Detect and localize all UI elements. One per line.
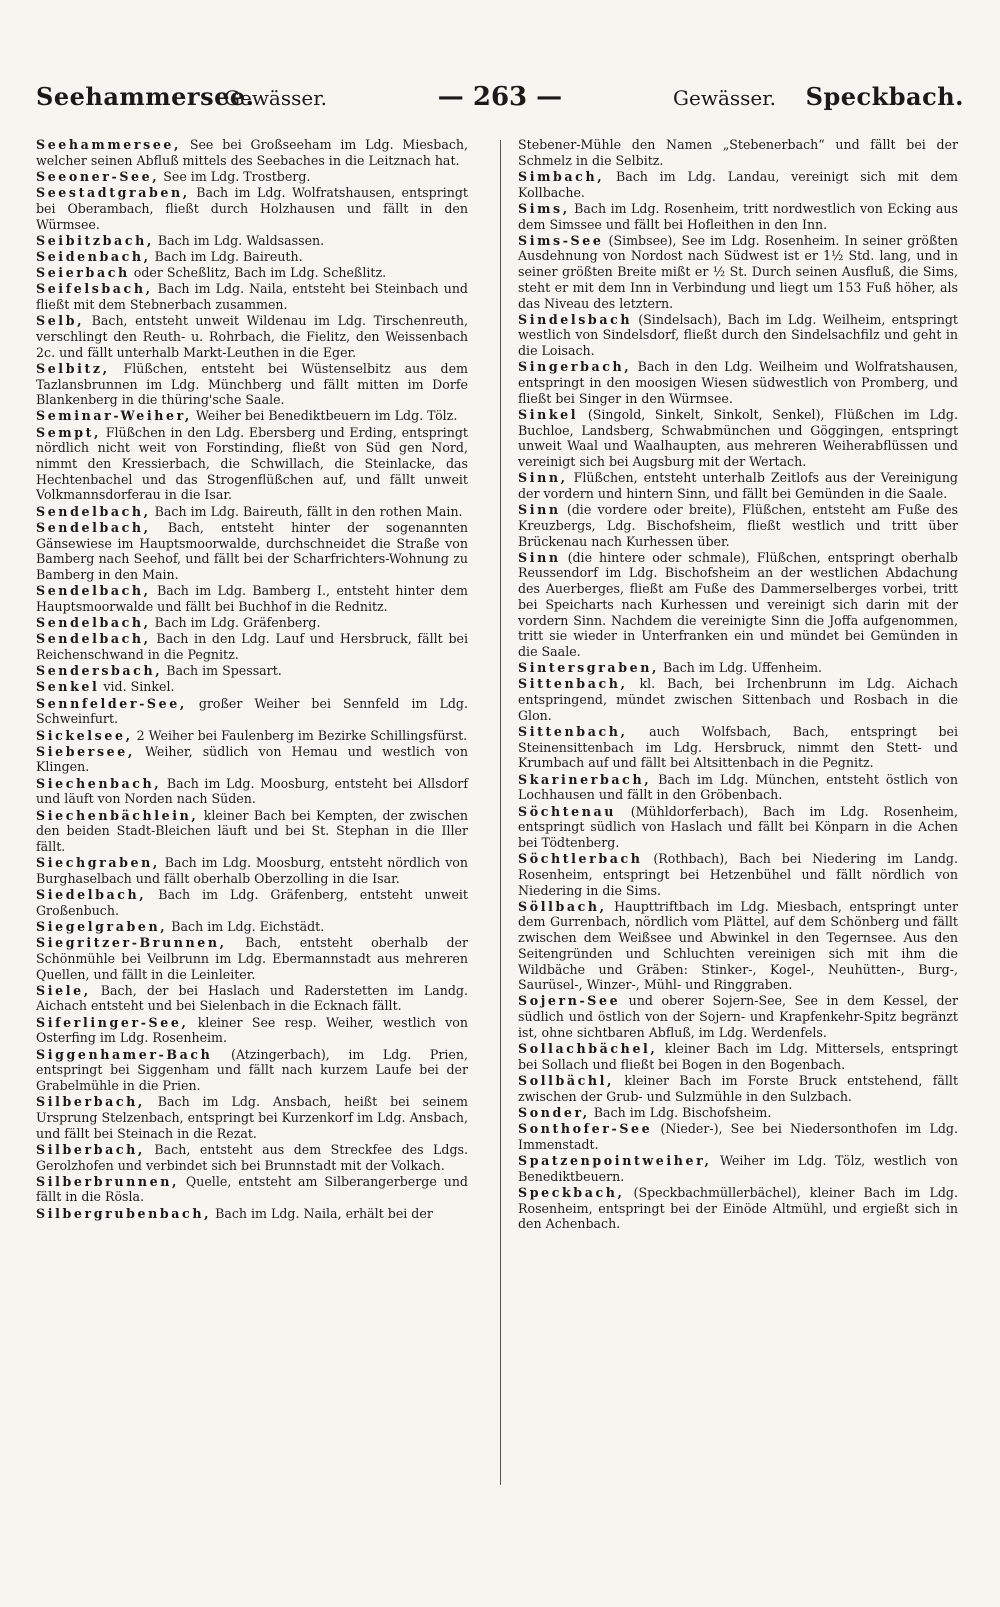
dictionary-entry	[518, 1041, 958, 1072]
dictionary-entry	[36, 313, 468, 360]
page-header	[36, 82, 964, 118]
entry-text: Bach im Ldg. Waldsassen.	[153, 232, 325, 248]
entry-headword: Sims,	[518, 200, 570, 216]
dictionary-entry	[36, 935, 468, 982]
entry-text: oder Scheßlitz, Bach im Ldg. Scheßlitz.	[129, 265, 387, 281]
dictionary-entry	[36, 185, 468, 232]
dictionary-entry	[518, 407, 958, 470]
entry-headword: Siebersee,	[36, 743, 135, 759]
entry-headword: Sendelbach,	[36, 615, 151, 631]
dictionary-entry	[36, 233, 468, 249]
dictionary-entry	[36, 728, 468, 744]
entry-headword: Sickelsee,	[36, 727, 133, 743]
entry-text: Bach, entsteht aus dem Streckfee des Ldgs. Gerolzhofen und verbindet sich bei Brunnstadt mit der Volkach.	[36, 1141, 468, 1173]
entry-text: Weiher im Ldg. Tölz, westlich von Benediktbeuern.	[518, 1153, 958, 1184]
entry-headword: Seestadtgraben,	[36, 185, 190, 201]
entry-headword: Selb,	[36, 313, 85, 329]
dictionary-entry	[36, 1174, 468, 1205]
header-right-catchword: Speckbach.	[805, 82, 964, 111]
entry-headword: Seeoner-See,	[36, 168, 160, 184]
dictionary-entry	[518, 550, 958, 660]
entry-headword: Silbergrubenbach,	[36, 1205, 212, 1221]
entry-text: Bach im Ldg. Bischofsheim.	[589, 1104, 772, 1120]
entry-text: (Speckbachmüllerbächel), kleiner Bach im Ldg. Rosenheim, entspringt bei der Einöde Altmühl, und ergießt sich in den Achenbach.	[518, 1184, 958, 1232]
entry-text: Bach im Ldg. Landau, vereinigt sich mit dem Kollbache.	[518, 168, 958, 200]
entry-text: Bach im Ldg. Naila, erhält bei der	[211, 1205, 433, 1221]
entry-headword: Silberbach,	[36, 1094, 145, 1110]
dictionary-entry	[36, 615, 468, 631]
entry-text: Bach im Ldg. Ansbach, heißt bei seinem Ursprung Stelzenbach, entspringt bei Kurzenkorf im Ldg. Ansbach, und fällt bei Steinach in die Rezat.	[36, 1094, 468, 1141]
dictionary-entry	[518, 804, 958, 851]
dictionary-entry	[518, 1073, 958, 1104]
entry-headword: Sendelbach,	[36, 583, 151, 599]
entry-headword: Sonthofer-See	[518, 1121, 653, 1137]
dictionary-entry	[36, 663, 468, 679]
entry-text: Bach, entsteht hinter der sogenannten Gänsewiese im Hauptsmoorwalde, durchschneidet die Straße von Bamberg nach Seehof, und fällt bei der Scharfrichters-Wohnung zu Bamberg in den Main.	[36, 519, 468, 582]
entry-text: kl. Bach, bei Irchenbrunn im Ldg. Aichach entspringend, mündet zwischen Sittenbach und Rosbach in die Glon.	[518, 676, 958, 723]
dictionary-entry	[36, 504, 468, 520]
entry-headword: Sendersbach,	[36, 663, 163, 679]
entry-text: kleiner Bach im Ldg. Mittersels, entspringt bei Sollach und fließt bei Bogen in den Bogenbach.	[518, 1041, 958, 1072]
entry-text: Bach im Ldg. Moosburg, entsteht nördlich von Burghaselbach und fällt oberhalb Oberzolling in die Isar.	[36, 855, 468, 886]
entry-headword: Sendelbach,	[36, 631, 151, 647]
entry-headword: Spatzenpointweiher,	[518, 1153, 712, 1168]
entry-text: Bach in den Ldg. Weilheim und Wolfratshausen, entspringt in den moosigen Wiesen südwestlich von Promberg, und fließt bei Singer in den Würmsee.	[518, 359, 958, 406]
entry-text: (Simbsee), See im Ldg. Rosenheim. In seiner größten Ausdehnung von Nordost nach Südwest ist er 1½ Std. lang, und in seiner größten Breite mißt er ½ St. Durch seinen Ausfluß, die Sims, steht er mit dem Inn in Verbindung und liegt um 153 Fuß höher, als das Niveau des letztern.	[518, 232, 958, 311]
entry-headword: Speckbach,	[518, 1184, 625, 1200]
dictionary-entry	[36, 776, 468, 807]
dictionary-entry	[518, 899, 958, 993]
entry-headword: Sinn	[518, 549, 561, 565]
dictionary-entry	[36, 169, 468, 185]
entry-headword: Siechgraben,	[36, 855, 160, 871]
dictionary-entry	[36, 1047, 468, 1094]
entry-headword: Sollbächl,	[518, 1072, 615, 1088]
entry-headword: Siegelgraben,	[36, 918, 168, 934]
entry-text: Weiher, südlich von Hemau und westlich von Klingen.	[36, 743, 468, 775]
dictionary-entry	[518, 851, 958, 898]
entry-text: Bach im Ldg. Bamberg I., entsteht hinter dem Hauptsmoorwalde und fällt bei Buchhof in die Rednitz.	[36, 583, 468, 614]
entry-headword: Sintersgraben,	[518, 660, 659, 676]
entry-headword: Selbitz,	[36, 360, 110, 376]
entry-headword: Sendelbach,	[36, 519, 151, 535]
dictionary-entry	[518, 470, 958, 501]
entry-text: Bach im Ldg. Baireuth, fällt in den rothen Main.	[150, 503, 463, 519]
entry-text: Weiher bei Benediktbeuern im Ldg. Tölz.	[191, 408, 458, 424]
entry-headword: Seierbach	[36, 265, 130, 281]
entry-text: See im Ldg. Trostberg.	[159, 168, 311, 184]
entry-text: vid. Sinkel.	[99, 679, 175, 695]
entry-text: Bach im Ldg. Gräfenberg.	[150, 615, 321, 631]
entry-text: Bach im Ldg. Gräfenberg, entsteht unweit Großenbuch.	[36, 887, 468, 918]
dictionary-entry	[518, 1153, 958, 1184]
entry-text: Stebener-Mühle den Namen „Stebenerbach“ und fällt bei der Schmelz in die Selbitz.	[518, 137, 958, 168]
column-divider	[500, 140, 501, 1485]
entry-text: (die vordere oder breite), Flüßchen, entsteht am Fuße des Kreuzbergs, Ldg. Bischofsheim, fließt westlich und tritt über Brückenau nach Kurhessen über.	[518, 502, 958, 549]
dictionary-entry	[518, 1121, 958, 1152]
entry-headword: Seifelsbach,	[36, 281, 153, 297]
dictionary-entry	[518, 993, 958, 1040]
entry-headword: Seminar-Weiher,	[36, 408, 192, 424]
entry-text: 2 Weiher bei Faulenberg im Bezirke Schillingsfürst.	[132, 727, 468, 743]
entry-headword: Sennfelder-See,	[36, 695, 187, 711]
entry-headword: Singerbach,	[518, 359, 632, 375]
entry-headword: Senkel	[36, 679, 100, 695]
dictionary-entry	[36, 1015, 468, 1046]
header-left-label: Gewässer.	[224, 86, 327, 110]
entry-headword: Skarinerbach,	[518, 771, 652, 787]
entry-text: Bach im Ldg. Wolfratshausen, entspringt bei Oberambach, fließt durch Holzhausen und fällt in den Würmsee.	[36, 185, 468, 232]
entry-text: Flüßchen in den Ldg. Ebersberg und Erding, entspringt nördlich nicht weit von Forstinding, fließt von Süd gen Nord, nimmt den Kressierbach, die Schwillach, die Steinlacke, das Hechtenbachel und das Strogenflüßchen auf, und fällt unweit Volkmannsdorferau in die Isar.	[36, 424, 468, 503]
entry-text: Flüßchen, entsteht unterhalb Zeitlofs aus der Vereinigung der vordern und hintern Sinn, und fällt bei Gemünden in die Saale.	[518, 470, 958, 501]
entry-headword: Sinn	[518, 502, 561, 518]
entry-text: Quelle, entsteht am Silberangerberge und fällt in die Rösla.	[36, 1173, 468, 1205]
dictionary-entry	[518, 233, 958, 312]
entry-text: Bach im Ldg. Moosburg, entsteht bei Allsdorf und läuft von Norden nach Süden.	[36, 775, 468, 807]
entry-headword: Söchtlerbach	[518, 851, 643, 867]
dictionary-entry	[518, 201, 958, 232]
entry-text: (Atzingerbach), im Ldg. Prien, entspringt bei Siggenham und fällt nach kurzem Laufe bei der Grabelmühle in die Prien.	[36, 1046, 468, 1093]
entry-headword: Siechenbächlein,	[36, 807, 199, 823]
entry-headword: Sittenbach,	[518, 724, 628, 740]
entry-text: Haupttriftbach im Ldg. Miesbach, entspringt unter dem Gurrenbach, nördlich vom Plättel, auf dem Schönberg und fällt zwischen dem Weißsee und Abwinkel in den Tegernsee. Aus den Seitengründen und Schluchten vereinigen sich mit ihm die Wildbäche und Gräben: Stinker-, Kogel-, Neuhütten-, Burg-, Saurüsel-, Winzer-, Mühl- und Ringgraben.	[518, 898, 958, 993]
dictionary-entry	[36, 919, 468, 935]
entry-headword: Sempt,	[36, 424, 102, 440]
entry-headword: Sendelbach,	[36, 503, 151, 519]
entry-text: Bach, entsteht unweit Wildenau im Ldg. Tirschenreuth, verschlingt den Reuth- u. Rohrbach, die Fielitz, den Weissenbach 2c. und fällt unterhalb Markt-Leuthen in die Eger.	[36, 313, 468, 360]
dictionary-entry	[36, 631, 468, 662]
entry-headword: Sims-See	[518, 232, 604, 248]
dictionary-entry	[518, 724, 958, 771]
dictionary-entry	[36, 583, 468, 614]
entry-headword: Sindelsbach	[518, 311, 633, 327]
dictionary-entry	[36, 1206, 468, 1222]
dictionary-entry	[36, 425, 468, 504]
entry-text: See bei Großseeham im Ldg. Miesbach, welcher seinen Abfluß mittels des Seebaches in die Leitznach hat.	[36, 137, 468, 168]
entry-headword: Sinkel	[518, 406, 579, 422]
entry-text: großer Weiher bei Sennfeld im Ldg. Schweinfurt.	[36, 695, 468, 727]
page-number: — 263 —	[437, 82, 563, 112]
dictionary-entry	[518, 1105, 958, 1121]
dictionary-entry	[36, 1142, 468, 1173]
entry-text: und oberer Sojern-See, See in dem Kessel, der südlich und östlich von der Sojern- und Krapfenkehr-Spitz begränzt ist, ohne sichtbaren Abfluß, im Ldg. Werdenfels.	[518, 993, 958, 1040]
dictionary-entry	[36, 281, 468, 312]
dictionary-entry	[518, 502, 958, 549]
dictionary-entry	[36, 361, 468, 408]
dictionary-entry	[36, 249, 468, 265]
entry-text: Bach im Ldg. Uffenheim.	[658, 660, 823, 676]
dictionary-entry	[518, 1185, 958, 1232]
entry-text: Bach im Ldg. Naila, entsteht bei Steinbach und fließt mit dem Stebnerbach zusammen.	[36, 281, 468, 313]
header-right-label: Gewässer.	[673, 86, 776, 110]
dictionary-entry	[36, 696, 468, 727]
entry-text: kleiner Bach im Forste Bruck entstehend, fällt zwischen der Grub- und Sulzmühle in den Sulzbach.	[518, 1072, 958, 1104]
entry-headword: Sittenbach,	[518, 676, 628, 692]
entry-text: Bach im Spessart.	[162, 663, 282, 679]
entry-text: kleiner Bach bei Kempten, der zwischen den beiden Stadt-Bleichen läuft und bei St. Stephan in die Iller fällt.	[36, 807, 468, 854]
dictionary-entry	[36, 1094, 468, 1141]
dictionary-entry	[518, 359, 958, 406]
entry-text: auch Wolfsbach, Bach, entspringt bei Steinensittenbach im Ldg. Hersbruck, nimmt den Stett- und Krumbach auf und fällt bei Altsittenbach in die Pegnitz.	[518, 724, 958, 771]
header-left-catchword: Seehammersee.	[36, 82, 255, 111]
dictionary-entry	[36, 137, 468, 168]
entry-headword: Sinn,	[518, 470, 568, 486]
dictionary-entry	[518, 772, 958, 803]
entry-headword: Sonder,	[518, 1104, 590, 1120]
entry-headword: Silberbrunnen,	[36, 1173, 179, 1189]
dictionary-entry	[518, 660, 958, 676]
entry-text: kleiner See resp. Weiher, westlich von Osterfing im Ldg. Rosenheim.	[36, 1014, 468, 1046]
entry-text: Bach im Ldg. Baireuth.	[150, 248, 303, 264]
entry-text: Bach in den Ldg. Lauf und Hersbruck, fällt bei Reichenschwand in die Pegnitz.	[36, 631, 468, 662]
entry-headword: Seehammersee,	[36, 137, 182, 152]
entry-text: (Rothbach), Bach bei Niedering im Landg. Rosenheim, entspringt bei Hetzenbühel und fällt nördlich von Niedering in die Sims.	[518, 851, 958, 898]
dictionary-entry	[36, 520, 468, 583]
entry-headword: Seidenbach,	[36, 248, 151, 264]
dictionary-entry	[518, 137, 958, 168]
dictionary-entry	[36, 855, 468, 886]
left-column	[36, 137, 468, 1222]
entry-headword: Siedelbach,	[36, 887, 147, 903]
dictionary-entry	[36, 744, 468, 775]
entry-headword: Sollachbächel,	[518, 1041, 658, 1057]
entry-text: (Mühldorferbach), Bach im Ldg. Rosenheim, entspringt südlich von Haslach und fällt bei Könparn in die Achen bei Tödtenberg.	[518, 803, 958, 850]
dictionary-entry	[518, 169, 958, 200]
dictionary-entry	[36, 887, 468, 918]
entry-text: Bach im Ldg. München, entsteht östlich von Lochhausen und fällt in den Gröbenbach.	[518, 771, 958, 803]
entry-text: Flüßchen, entsteht bei Wüstenselbitz aus dem Tazlansbrunnen im Ldg. Münchberg und fällt mitten im Dorfe Blankenberg in die thüring'sche Saale.	[36, 360, 468, 408]
dictionary-entry	[36, 265, 468, 281]
entry-headword: Söchtenau	[518, 803, 617, 819]
entry-headword: Söllbach,	[518, 898, 607, 914]
right-column	[518, 137, 958, 1233]
entry-text: (Sindelsach), Bach im Ldg. Weilheim, entspringt westlich von Sindelsdorf, fließt durch den Sindelsachfilz und geht in die Loisach.	[518, 311, 958, 359]
entry-text: (Singold, Sinkelt, Sinkolt, Senkel), Flüßchen im Ldg. Buchloe, Landsberg, Schwabmünchen und Göggingen, entspringt unweit Waal und Waalhaupten, aus mehreren Weiherabflüssen und vereinigt sich bei Augsburg mit der Wertach.	[518, 406, 958, 470]
entry-text: Bach, der bei Haslach und Raderstetten im Landg. Aichach entsteht und bei Sielenbach in die Ecknach fällt.	[36, 982, 468, 1014]
entry-headword: Siggenhamer-Bach	[36, 1046, 213, 1062]
entry-headword: Siechenbach,	[36, 775, 162, 791]
entry-text: Bach, entsteht oberhalb der Schönmühle bei Veilbrunn im Ldg. Ebermannstadt aus mehreren Quellen, und fällt in die Leinleiter.	[36, 935, 468, 982]
entry-text: (die hintere oder schmale), Flüßchen, entspringt oberhalb Reussendorf im Ldg. Bischofsheim an der westlichen Abdachung des Auerberges, fließt am Fuße des Dammerselberges vorbei, tritt bei Speicharts nach Kurhessen und vereinigt sich darin mit der vordern Sinn. Nachdem die vereinigte Sinn die Joffa aufgenommen, tritt sie wieder in Unterfranken ein und mündet bei Gemünden in die Saale.	[518, 549, 958, 659]
entry-headword: Siegritzer-Brunnen,	[36, 935, 227, 951]
dictionary-entry	[36, 679, 468, 695]
entry-text: Bach im Ldg. Rosenheim, tritt nordwestlich von Ecking aus dem Simssee und fällt bei Hofleithen in den Inn.	[518, 200, 958, 232]
entry-headword: Siferlinger-See,	[36, 1014, 189, 1030]
entry-headword: Seibitzbach,	[36, 232, 154, 248]
dictionary-entry	[36, 808, 468, 855]
entry-text: (Nieder-), See bei Niedersonthofen im Ldg. Immenstadt.	[518, 1121, 958, 1152]
entry-headword: Silberbach,	[36, 1141, 145, 1157]
entry-headword: Sojern-See	[518, 993, 621, 1009]
entry-headword: Simbach,	[518, 168, 605, 184]
dictionary-entry	[36, 983, 468, 1014]
dictionary-entry	[518, 676, 958, 723]
dictionary-entry	[36, 408, 468, 424]
dictionary-entry	[518, 312, 958, 359]
entry-headword: Siele,	[36, 982, 91, 998]
entry-text: Bach im Ldg. Eichstädt.	[167, 918, 325, 934]
